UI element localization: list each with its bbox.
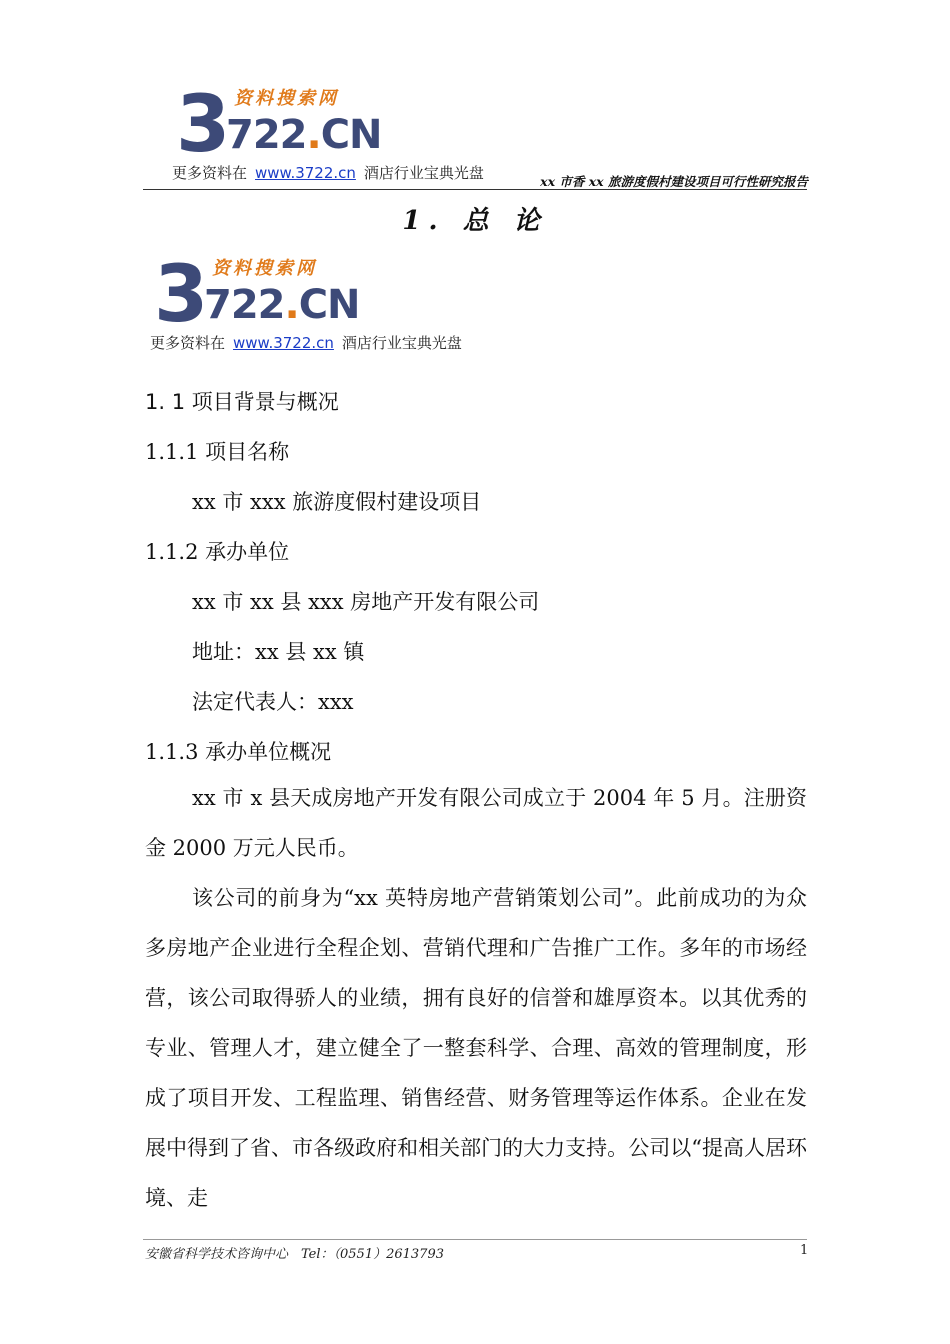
tagline-suffix: 酒店行业宝典光盘 (341, 334, 462, 352)
paragraph-company-founding: xx 市 x 县天成房地产开发有限公司成立于 2004 年 5 月。注册资金 2000 万元人民币。 (145, 786, 807, 860)
section-heading: 1. 1 项目背景与概况 (145, 390, 339, 414)
logo-number-b: CN (320, 112, 382, 158)
logo-cn-name: 资料搜索网 (234, 88, 339, 109)
subsection-sponsor: 1.1.2 承办单位 (145, 540, 290, 564)
chapter-title: 1. 总 论 (402, 206, 548, 236)
tagline-prefix: 更多资料在 (150, 334, 226, 352)
footer-divider (143, 1239, 807, 1240)
tagline-url-link[interactable]: www.3722.cn (255, 164, 356, 182)
logo-tagline (172, 162, 484, 183)
logo-number (226, 114, 382, 156)
logo-number-a: 722 (226, 112, 307, 158)
header-divider (143, 189, 807, 190)
project-name-value: xx 市 xxx 旅游度假村建设项目 (192, 490, 482, 514)
logo-dot: . (306, 112, 321, 158)
logo-number-b: CN (298, 282, 360, 328)
tagline-url-link[interactable]: www.3722.cn (233, 334, 334, 352)
footer-organization: 安徽省科学技术咨询中心 Tel：（0551）2613793 (145, 1247, 444, 1262)
subsection-project-name: 1.1.1 项目名称 (145, 440, 290, 464)
running-header-title: xx 市香 xx 旅游度假村建设项目可行性研究报告 (540, 174, 808, 189)
logo-number-a: 722 (204, 282, 285, 328)
logo-cn-name: 资料搜索网 (212, 258, 317, 279)
subsection-sponsor-overview: 1.1.3 承办单位概况 (145, 740, 332, 764)
body-logo (150, 250, 490, 354)
header-logo (172, 80, 512, 184)
logo-dot: . (284, 282, 299, 328)
logo-tagline (150, 332, 462, 353)
company-address: 地址：xx 县 xx 镇 (192, 640, 365, 664)
logo-digit: 3 (176, 80, 229, 170)
tagline-prefix: 更多资料在 (172, 164, 248, 182)
tagline-suffix: 酒店行业宝典光盘 (363, 164, 484, 182)
logo-digit: 3 (154, 250, 207, 340)
page-number: 1 (800, 1243, 809, 1258)
legal-representative: 法定代表人：xxx (192, 690, 354, 714)
company-name: xx 市 xx 县 xxx 房地产开发有限公司 (192, 590, 540, 614)
paragraph-company-history: 该公司的前身为“xx 英特房地产营销策划公司”。此前成功的为众多房地产企业进行全程企划、营销代理和广告推广工作。多年的市场经营，该公司取得骄人的业绩，拥有良好的信誉和雄厚资本。以其优秀的专业、管理人才，建立健全了一整套科学、合理、高效的管理制度，形成了项目开发、工程监理、销售经营、财务管理等运作体系。企业在发展中得到了省、市各级政府和相关部门的大力支持。公司以“提高人居环境、走 (145, 886, 807, 1210)
logo-number (204, 284, 360, 326)
